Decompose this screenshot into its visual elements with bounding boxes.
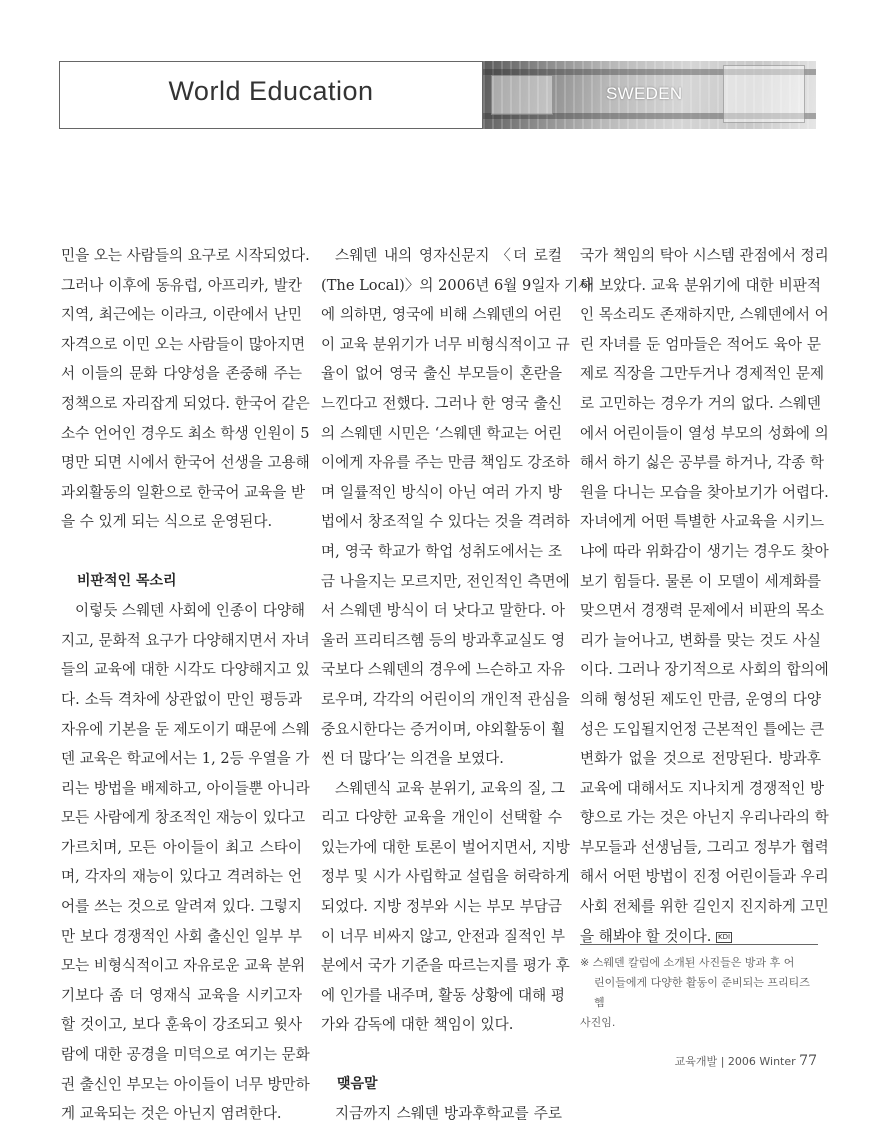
text-line: 에 인가를 내주며, 활동 상황에 대해 평 — [321, 986, 565, 1004]
text-line: 향으로 가는 것은 아닌지 우리나라의 학 — [580, 809, 829, 827]
section-header-box — [59, 61, 483, 129]
text-line: 되었다. 지방 정부와 시는 부모 부담금 — [321, 898, 562, 916]
text-line: 기보다 좀 더 영재식 교육을 시키고자 — [61, 986, 302, 1004]
subheading-conclusion: 맺음말 — [337, 1075, 378, 1092]
text-line: 할 것이고, 보다 훈육이 강조되고 윗사 — [61, 1016, 302, 1034]
text-line: 리가 늘어나고, 변화를 맞는 것도 사실 — [580, 631, 821, 649]
text-line: 로 고민하는 경우가 거의 없다. 스웨덴 — [580, 394, 821, 412]
text-line: 부모들과 선생님들, 그리고 정부가 협력 — [580, 838, 829, 856]
text-line: 해 보았다. 교육 분위기에 대한 비판적 — [580, 276, 821, 294]
note-line: 린이들에게 다양한 활동이 준비되는 프리티즈헴 — [594, 976, 810, 1009]
text-line: 해서 어떤 방법이 진정 어린이들과 우리 — [580, 868, 829, 886]
text-line: 모든 사람에게 창조적인 재능이 있다고 — [61, 809, 306, 827]
text-line: 과외활동의 일환으로 한국어 교육을 받 — [61, 483, 306, 501]
text-line: 냐에 따라 위화감이 생기는 경우도 찾아 — [580, 542, 829, 560]
text-line: 로우며, 각각의 어린이의 개인적 관심을 — [321, 690, 570, 708]
photo-caption-note — [580, 953, 818, 1033]
text-line: 소수 언어인 경우도 최소 학생 인원이 5 — [61, 424, 310, 442]
text-line: 자유에 기본을 둔 제도이기 때문에 스웨 — [61, 720, 310, 738]
text-line: 의해 형성된 제도인 만큼, 운영의 다양 — [580, 690, 821, 708]
text-line: 어를 쓰는 것으로 알려져 있다. 그렇지 — [61, 898, 302, 916]
text-line: 리는 방법을 배제하고, 아이들뿐 아니라 — [61, 779, 310, 797]
note-line: ※ 스웨덴 칼럼에 소개된 사진들은 방과 후 어 — [580, 956, 795, 969]
text-line: 며 일률적인 방식이 아닌 여러 가지 방 — [321, 483, 562, 501]
article-column-1 — [61, 241, 310, 1129]
text-line: 가와 감독에 대한 책임이 있다. — [321, 1016, 514, 1034]
text-line: 의 스웨덴 시민은 ‘스웨덴 학교는 어린 — [321, 424, 562, 442]
text-line: 리고 다양한 교육을 개인이 선택할 수 — [321, 809, 562, 827]
text-line: 변화가 없을 것으로 전망된다. 방과후 — [580, 750, 821, 768]
text-line: 보기 힘들다. 물론 이 모델이 세계화를 — [580, 572, 821, 590]
text-line: 다. 소득 격차에 상관없이 만인 평등과 — [61, 690, 302, 708]
text-line-final — [580, 922, 821, 952]
text-line: 국가 책임의 탁아 시스템 관점에서 정리 — [580, 247, 829, 264]
country-label: SWEDEN — [606, 84, 683, 103]
text-line: 람에 대한 공경을 미덕으로 여기는 문화 — [61, 1046, 310, 1064]
text-line: 가르치며, 모든 아이들이 최고 스타이 — [61, 838, 302, 856]
paragraph — [580, 241, 829, 951]
text-line: 제로 직장을 그만두거나 경제적인 문제 — [580, 365, 825, 383]
text-line: 린 자녀를 둔 엄마들은 적어도 육아 문 — [580, 335, 821, 353]
text-line: 정책으로 자리잡게 되었다. 한국어 같은 — [61, 394, 310, 412]
text-line: 덴 교육은 학교에서는 1, 2등 우열을 가 — [61, 750, 310, 768]
text-line: 지역, 최근에는 이라크, 이란에서 난민 — [61, 306, 302, 324]
text-line: 사회 전체를 위한 길인지 진지하게 고민 — [580, 898, 829, 916]
note-line: 사진임. — [580, 1016, 616, 1029]
footer-separator: | — [720, 1055, 725, 1068]
paragraph-gap — [61, 537, 302, 567]
text-line: 중요시한다는 증거이며, 야외활동이 훨 — [321, 720, 566, 738]
paragraph — [61, 241, 310, 537]
text-line: 권 출신인 부모는 아이들이 너무 방만하 — [61, 1075, 310, 1093]
article-column-3 — [580, 241, 829, 951]
text-line: 서 이들의 문화 다양성을 존중해 주는 — [61, 365, 302, 383]
text-line: 느낀다고 전했다. 그러나 한 영국 출신 — [321, 394, 562, 412]
text-line: 있는가에 대한 토론이 벌어지면서, 지방 — [321, 838, 570, 856]
text-line: 분에서 국가 기준을 따르는지를 평가 후 — [321, 957, 570, 975]
text-line: 국보다 스웨덴의 경우에 느슨하고 자유 — [321, 661, 566, 679]
text-line: 이렇듯 스웨덴 사회에 인종이 다양해 — [75, 602, 306, 620]
note-divider — [580, 944, 818, 945]
page-footer — [675, 1053, 817, 1069]
text-line: 교육에 대해서도 지나치게 경쟁적인 방 — [580, 779, 825, 797]
banner-panel — [491, 75, 553, 115]
text-line: 서 스웨덴 방식이 더 낫다고 말한다. 아 — [321, 602, 565, 620]
header-photo-banner — [483, 61, 816, 129]
text-line: 모는 비형식적이고 자유로운 교육 분위 — [61, 957, 306, 975]
issue-label: 2006 Winter — [727, 1055, 796, 1068]
text-line: 인 목소리도 존재하지만, 스웨덴에서 어 — [580, 306, 829, 324]
final-sentence: 을 해봐야 할 것이다. — [580, 927, 712, 945]
text-line: 법에서 창조적일 수 있다는 것을 격려하 — [321, 513, 570, 531]
subheading-critical-voices: 비판적인 목소리 — [77, 572, 177, 589]
text-line: 씬 더 많다’는 의견을 보였다. — [321, 750, 504, 768]
text-line: 에 의하면, 영국에 비해 스웨덴의 어린 — [321, 306, 562, 324]
text-line: 만 보다 경쟁적인 사회 출신인 일부 부 — [61, 927, 302, 945]
text-line: 성은 도입될지언정 근본적인 틀에는 큰 — [580, 720, 825, 738]
magazine-name: 교육개발 — [674, 1055, 718, 1068]
paragraph — [321, 241, 593, 774]
text-line: 명만 되면 시에서 한국어 선생을 고용해 — [61, 454, 310, 472]
text-line: 맞으면서 경쟁력 문제에서 비판의 목소 — [580, 602, 825, 620]
text-line: 며, 영국 학교가 학업 성취도에서는 조 — [321, 542, 562, 560]
banner-panel — [723, 65, 805, 123]
text-line: 원을 다니는 모습을 찾아보기가 어렵다. — [580, 483, 829, 501]
text-line: 자녀에게 어떤 특별한 사교육을 시키느 — [580, 513, 825, 531]
text-line: 이 교육 분위기가 너무 비형식적이고 규 — [321, 335, 570, 353]
text-line: 정부 및 시가 사립학교 설립을 허락하게 — [321, 868, 570, 886]
text-line: 지금까지 스웨덴 방과후학교를 주로 — [335, 1105, 562, 1123]
text-line: 게 교육되는 것은 아닌지 염려한다. — [61, 1105, 282, 1123]
text-line: 그러나 이후에 동유럽, 아프리카, 발칸 — [61, 276, 302, 294]
text-line: 스웨덴 내의 영자신문지 〈더 로컬 — [335, 247, 562, 264]
text-line: 스웨덴식 교육 분위기, 교육의 질, 그 — [335, 779, 565, 797]
text-line: 민을 오는 사람들의 요구로 시작되었다. — [61, 247, 310, 264]
paragraph-gap — [321, 1040, 562, 1070]
text-line: (The Local)〉의 2006년 6월 9일자 기사 — [321, 276, 593, 294]
text-line: 지고, 문화적 요구가 다양해지면서 자녀 — [61, 631, 310, 649]
text-line: 들의 교육에 대한 시각도 다양해지고 있 — [61, 661, 310, 679]
section-title: World Education — [168, 76, 374, 106]
text-line: 이에게 자유를 주는 만큼 책임도 강조하 — [321, 454, 570, 472]
text-line: 에서 어린이들이 열성 부모의 성화에 의 — [580, 424, 829, 442]
end-of-article-mark: KDI — [717, 932, 731, 941]
page-number: 77 — [799, 1053, 817, 1069]
text-line: 자격으로 이민 오는 사람들이 많아지면 — [61, 335, 306, 353]
paragraph — [321, 1099, 562, 1129]
text-line: 며, 각자의 재능이 있다고 격려하는 언 — [61, 868, 302, 886]
text-line: 율이 없어 영국 출신 부모들이 혼란을 — [321, 365, 562, 383]
paragraph — [61, 596, 310, 1129]
text-line: 을 수 있게 되는 식으로 운영된다. — [61, 513, 273, 531]
text-line: 울러 프리티즈헴 등의 방과후교실도 영 — [321, 631, 566, 649]
text-line: 이 너무 비싸지 않고, 안전과 질적인 부 — [321, 927, 565, 945]
text-line: 해서 하기 싫은 공부를 하거나, 각종 학 — [580, 454, 824, 472]
article-column-2 — [321, 241, 593, 1129]
text-line: 이다. 그러나 장기적으로 사회의 합의에 — [580, 661, 829, 679]
paragraph — [321, 774, 570, 1040]
text-line: 금 나을지는 모르지만, 전인적인 측면에 — [321, 572, 570, 590]
